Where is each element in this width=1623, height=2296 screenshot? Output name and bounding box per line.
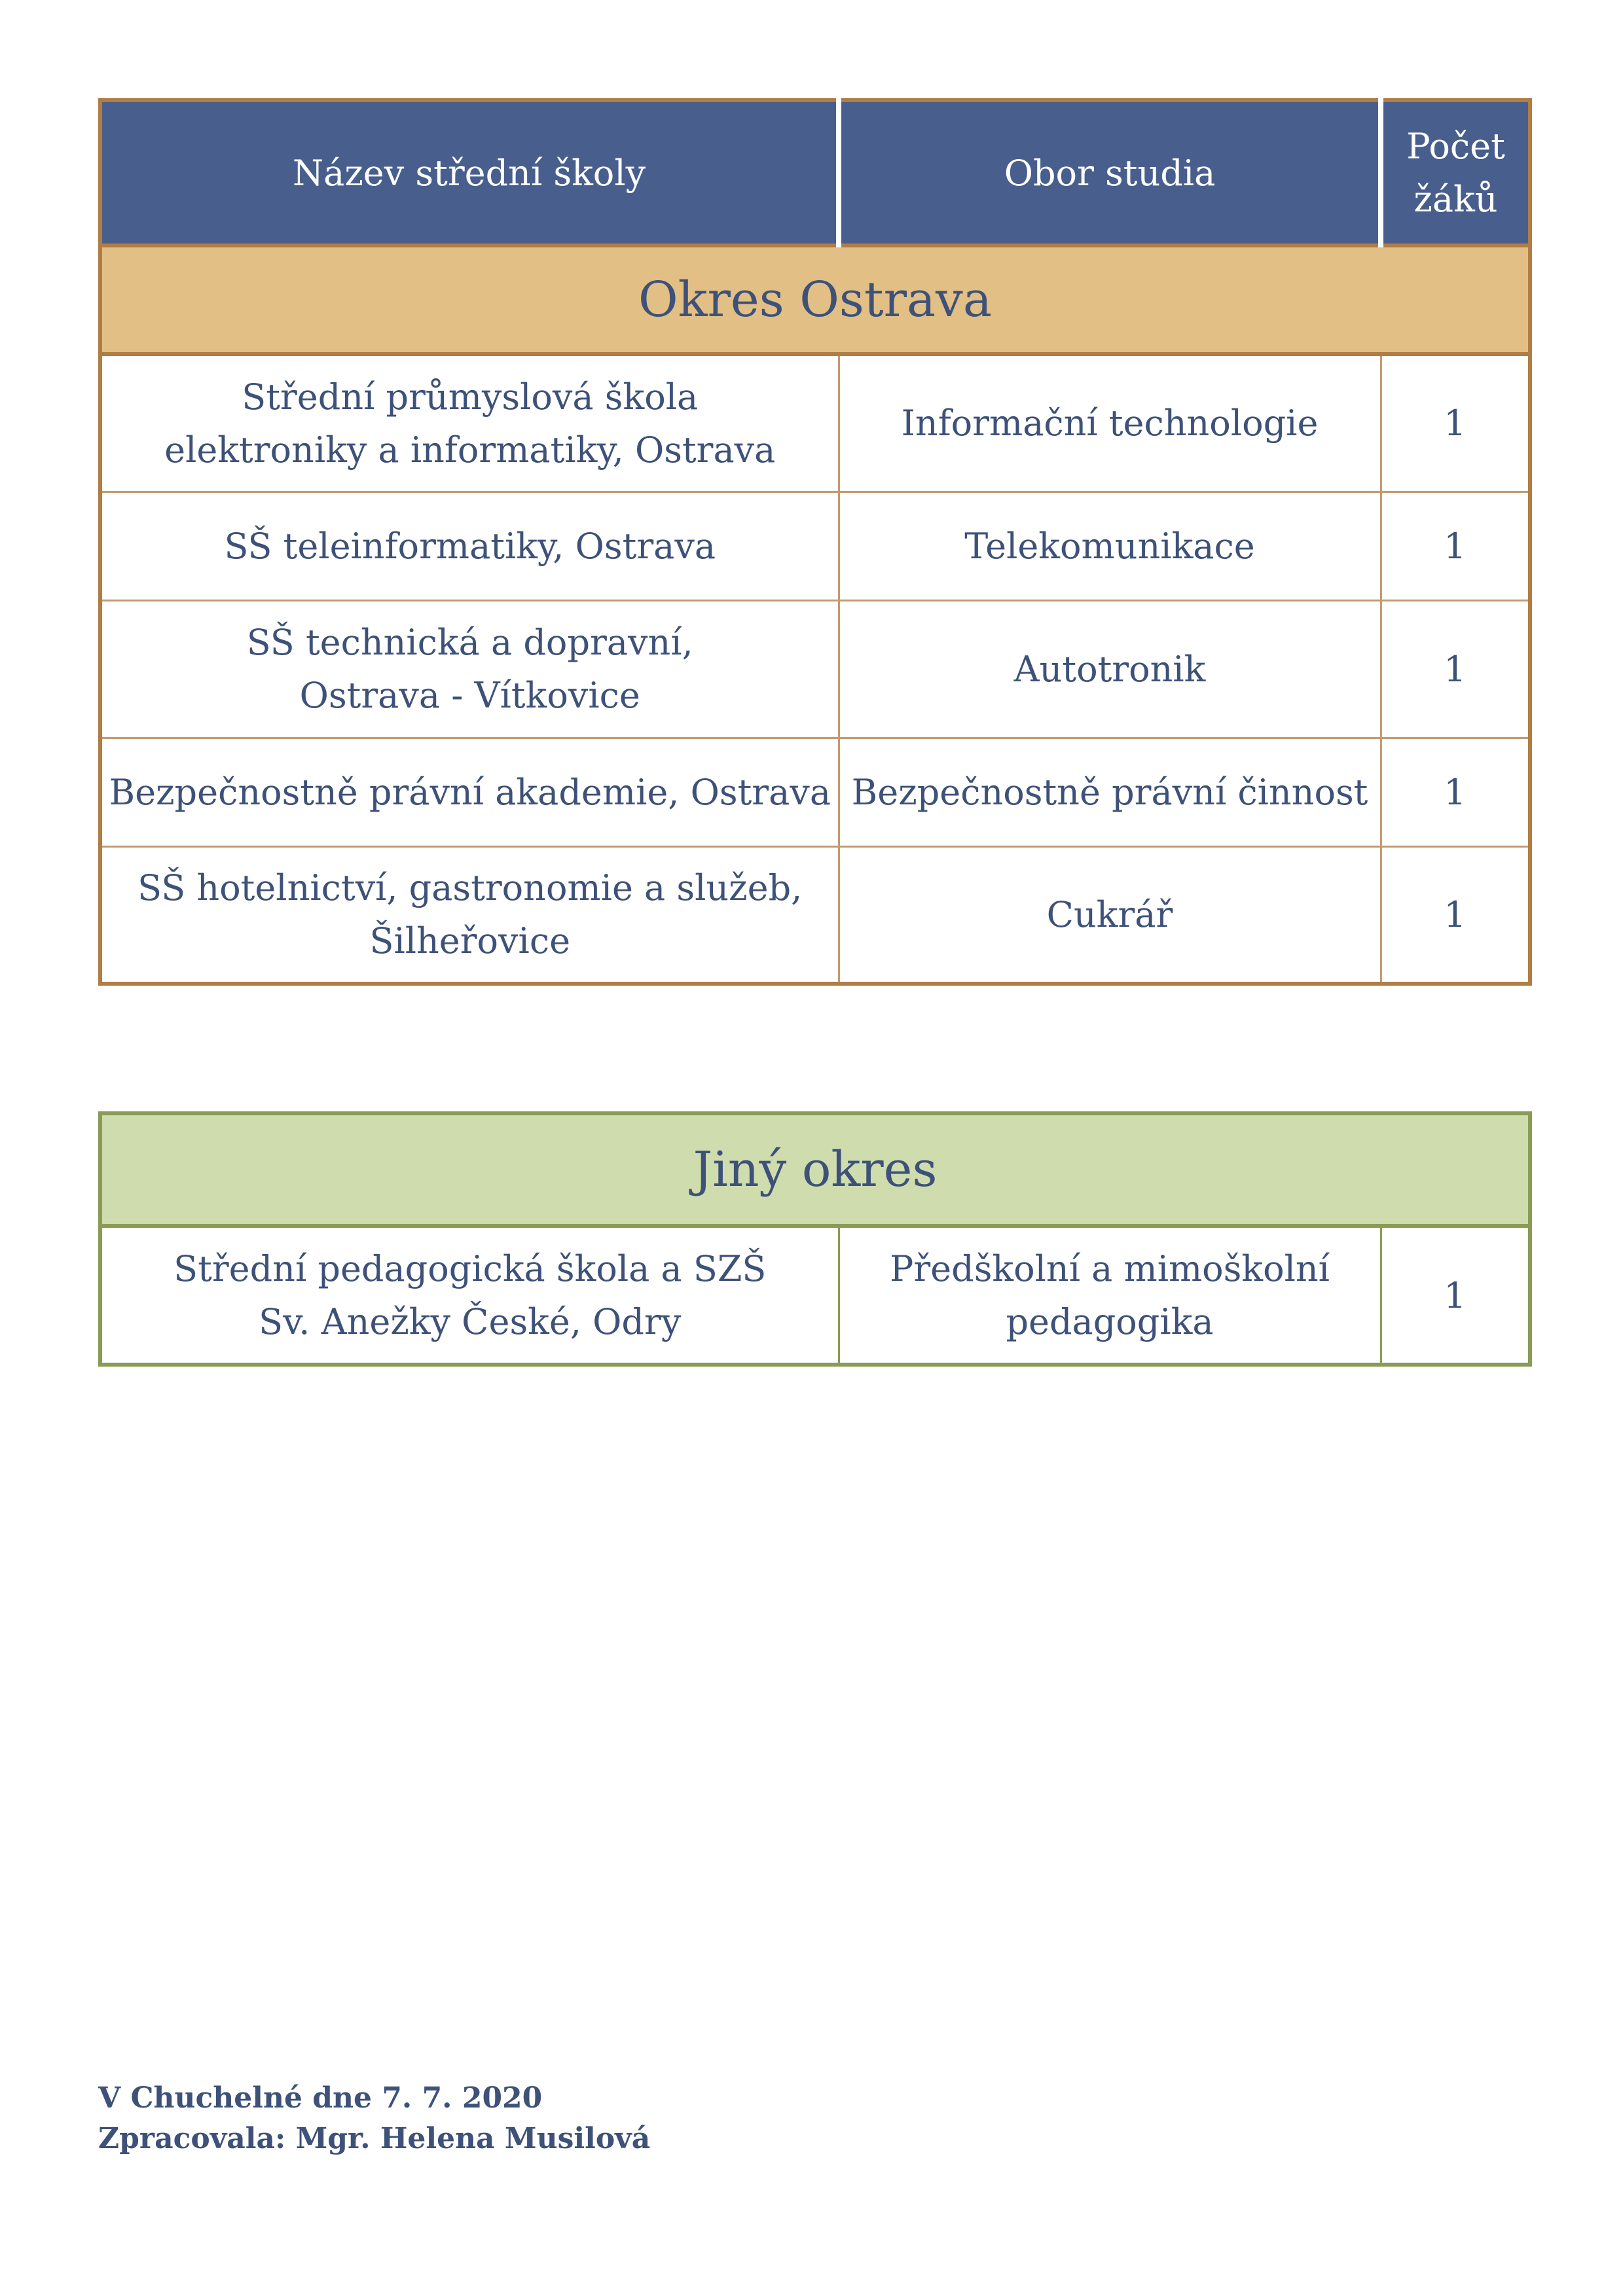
school-cell (100, 354, 839, 492)
school-line: Šilheřovice (369, 920, 571, 962)
header-school: Název střední školy (100, 100, 839, 245)
school-cell: Bezpečnostně právní akademie, Ostrava (100, 738, 839, 846)
table-row (100, 492, 1530, 600)
field-cell: Telekomunikace (839, 492, 1381, 600)
table-row (100, 738, 1530, 846)
header-count-line1: Počet (1406, 126, 1505, 167)
field-cell: Cukrář (839, 846, 1381, 984)
section-title-other: Jiný okres (100, 1113, 1530, 1226)
section-title-ostrava: Okres Ostrava (100, 245, 1530, 354)
field-cell: Autotronik (839, 600, 1381, 738)
other-district-table (98, 1111, 1532, 1367)
footer (98, 2078, 650, 2159)
school-line: SŠ hotelnictví, gastronomie a služeb, (137, 867, 803, 909)
footer-author: Zpracovala: Mgr. Helena Musilová (98, 2122, 651, 2155)
school-line: SŠ technická a dopravní, (246, 622, 693, 663)
section-row (100, 1113, 1530, 1226)
table-row (100, 354, 1530, 492)
field-cell: Informační technologie (839, 354, 1381, 492)
ostrava-table (98, 98, 1532, 986)
school-cell (100, 1226, 839, 1365)
field-cell: Bezpečnostně právní činnost (839, 738, 1381, 846)
field-line: Předškolní a mimoškolní (890, 1248, 1330, 1289)
section-row (100, 245, 1530, 354)
header-row (100, 100, 1530, 245)
school-cell: SŠ teleinformatiky, Ostrava (100, 492, 839, 600)
school-cell (100, 846, 839, 984)
school-line: Střední pedagogická škola a SZŠ (173, 1248, 767, 1289)
field-cell (839, 1226, 1381, 1365)
table-row (100, 600, 1530, 738)
count-cell: 1 (1381, 846, 1530, 984)
count-cell: 1 (1381, 738, 1530, 846)
count-cell: 1 (1381, 492, 1530, 600)
footer-place-date: V Chuchelné dne 7. 7. 2020 (98, 2081, 543, 2115)
school-line: elektroniky a informatiky, Ostrava (164, 429, 776, 471)
count-cell: 1 (1381, 1226, 1530, 1365)
header-count (1381, 100, 1530, 245)
header-count-line2: žáků (1413, 179, 1498, 220)
table-row (100, 1226, 1530, 1365)
table-row (100, 846, 1530, 984)
school-cell (100, 600, 839, 738)
count-cell: 1 (1381, 600, 1530, 738)
school-line: Ostrava - Vítkovice (299, 675, 640, 716)
header-field: Obor studia (839, 100, 1381, 245)
school-line: Střední průmyslová škola (242, 376, 699, 418)
count-cell: 1 (1381, 354, 1530, 492)
field-line: pedagogika (1006, 1301, 1214, 1342)
school-line: Sv. Anežky České, Odry (259, 1301, 682, 1342)
